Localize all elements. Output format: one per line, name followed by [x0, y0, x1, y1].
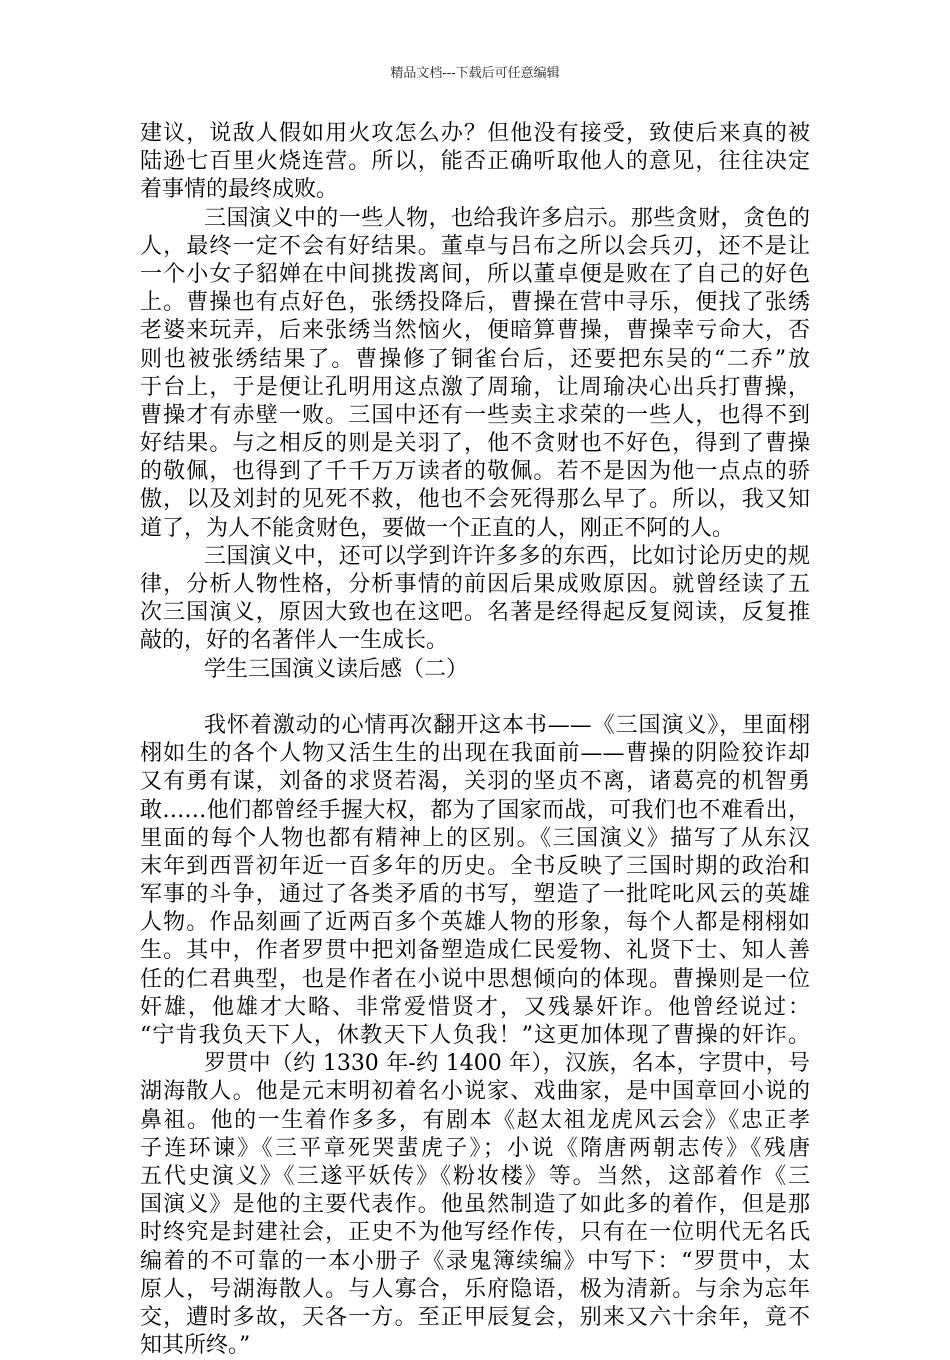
text-line: 人物。作品刻画了近两百多个英雄人物的形象，每个人都是栩栩如 — [140, 910, 810, 936]
text-line: 编着的不可靠的一本小册子《录鬼簿续编》中写下：“罗贯中，太 — [140, 1248, 810, 1274]
text-line: 的敬佩，也得到了千千万万读者的敬佩。若不是因为他一点点的骄 — [140, 459, 810, 485]
text-line: 军事的斗争，通过了各类矛盾的书写，塑造了一批咤叱风云的英雄 — [140, 882, 810, 908]
text-line: 陆逊七百里火烧连营。所以，能否正确听取他人的意见，往往决定 — [140, 149, 810, 175]
text-line: 奸雄，他雄才大略、非常爱惜贤才，又残暴奸诈。他曾经说过： — [140, 994, 810, 1020]
text-line: 原人，号湖海散人。与人寡合，乐府隐语，极为清新。与余为忘年 — [140, 1276, 810, 1302]
text-line: 于台上，于是便让孔明用这点激了周瑜，让周瑜决心出兵打曹操， — [140, 374, 810, 400]
paragraph-start-line: 我怀着激动的心情再次翻开这本书——《三国演义》，里面栩 — [204, 712, 810, 738]
text-line: 子连环谏》《三平章死哭蜚虎子》；小说《隋唐两朝志传》《残唐 — [140, 1135, 810, 1161]
paragraph-start-line: 罗贯中（约 1330 年-约 1400 年），汉族，名本，字贯中，号 — [204, 1051, 810, 1077]
text-line: 傲，以及刘封的见死不救，他也不会死得那么早了。所以，我又知 — [140, 487, 810, 513]
text-line: 知其所终。” — [140, 1333, 251, 1359]
document-body — [140, 120, 810, 1360]
text-line: 鼻祖。他的一生着作多多，有剧本《赵太祖龙虎风云会》《忠正孝 — [140, 1107, 810, 1133]
text-line: 里面的每个人物也都有精神上的区别。《三国演义》描写了从东汉 — [140, 825, 810, 851]
text-line: 好结果。与之相反的则是关羽了，他不贪财也不好色，得到了曹操 — [140, 431, 810, 457]
text-line: 老婆来玩弄，后来张绣当然恼火，便暗算曹操，曹操幸亏命大，否 — [140, 318, 810, 344]
text-line: 建议，说敌人假如用火攻怎么办？但他没有接受，致使后来真的被 — [140, 121, 810, 146]
text-line: 敲的，好的名著伴人一生成长。 — [140, 628, 449, 654]
text-line: 交，遭时多故，天各一方。至正甲辰复会，别来又六十余年，竟不 — [140, 1304, 810, 1330]
text-line: 五代史演义》《三遂平妖传》《粉妆楼》等。当然，这部着作《三 — [140, 1163, 810, 1189]
paragraph-start-line: 三国演义中，还可以学到许许多多的东西，比如讨论历史的规 — [204, 543, 810, 569]
text-line: 上。曹操也有点好色，张绣投降后，曹操在营中寻乐，便找了张绣 — [140, 290, 810, 316]
text-line: 生。其中，作者罗贯中把刘备塑造成仁民爱物、礼贤下士、知人善 — [140, 938, 810, 964]
text-line: 又有勇有谋，刘备的求贤若渴，关羽的坚贞不离，诸葛亮的机智勇 — [140, 769, 810, 795]
text-line: 栩如生的各个人物又活生生的出现在我面前——曹操的阴险狡诈却 — [140, 741, 810, 767]
page-header: 精品文档---下载后可任意编辑 — [390, 66, 560, 81]
text-line: 国演义》是他的主要代表作。他虽然制造了如此多的着作，但是那 — [140, 1192, 810, 1218]
text-line: 敢……他们都曾经手握大权，都为了国家而战，可我们也不难看出， — [140, 797, 810, 823]
text-line: 时终究是封建社会，正史不为他写经作传，只有在一位明代无名氏 — [140, 1220, 810, 1246]
text-line: 次三国演义，原因大致也在这吧。名著是经得起反复阅读，反复推 — [140, 600, 810, 626]
text-line: 着事情的最终成败。 — [140, 177, 339, 203]
text-line: 湖海散人。他是元末明初着名小说家、戏曲家，是中国章回小说的 — [140, 1079, 810, 1105]
text-line: 一个小女子貂婵在中间挑拨离间，所以董卓便是败在了自己的好色 — [140, 261, 810, 287]
text-line: 则也被张绣结果了。曹操修了铜雀台后，还要把东吴的“二乔”放 — [140, 346, 810, 372]
paragraph-start-line: 三国演义中的一些人物，也给我许多启示。那些贪财，贪色的 — [204, 205, 810, 231]
text-line: “宁肯我负天下人，休教天下人负我！”这更加体现了曹操的奸诈。 — [140, 1023, 810, 1048]
text-line: 末年到西晋初年近一百多年的历史。全书反映了三国时期的政治和 — [140, 853, 810, 879]
text-line: 道了，为人不能贪财色，要做一个正直的人，刚正不阿的人。 — [140, 515, 735, 541]
text-line: 任的仁君典型，也是作者在小说中思想倾向的体现。曹操则是一位 — [140, 966, 810, 992]
section-title: 学生三国演义读后感（二） — [204, 656, 469, 682]
text-line: 人，最终一定不会有好结果。董卓与吕布之所以会兵刃，还不是让 — [140, 233, 810, 259]
text-line: 律，分析人物性格，分析事情的前因后果成败原因。就曾经读了五 — [140, 572, 810, 597]
blank-line — [140, 684, 810, 712]
text-line: 曹操才有赤壁一败。三国中还有一些卖主求荣的一些人，也得不到 — [140, 402, 810, 428]
